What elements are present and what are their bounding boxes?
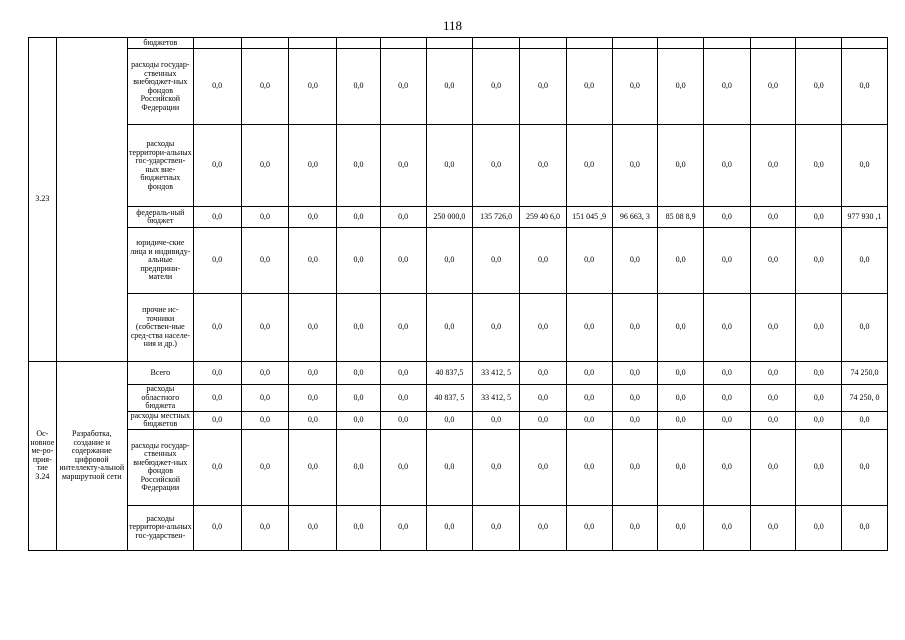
value-cell: 0,0 xyxy=(380,228,426,294)
value-cell: 0,0 xyxy=(703,385,750,412)
value-cell: 0,0 xyxy=(842,125,888,207)
value-cell: 0,0 xyxy=(380,429,426,505)
value-cell: 33 412, 5 xyxy=(473,385,520,412)
value-cell: 0,0 xyxy=(193,411,241,429)
value-cell: 0,0 xyxy=(241,294,289,362)
value-cell: 0,0 xyxy=(566,385,612,412)
value-cell: 0,0 xyxy=(796,125,842,207)
value-cell: 0,0 xyxy=(289,49,337,125)
value-cell: 0,0 xyxy=(520,385,567,412)
value-cell: 0,0 xyxy=(289,411,337,429)
value-cell: 0,0 xyxy=(380,385,426,412)
value-cell: 0,0 xyxy=(703,207,750,228)
value-cell: 0,0 xyxy=(612,125,658,207)
value-cell: 135 726,0 xyxy=(473,207,520,228)
value-cell: 0,0 xyxy=(612,385,658,412)
table-row xyxy=(29,429,888,505)
value-cell: 0,0 xyxy=(842,228,888,294)
value-cell: 0,0 xyxy=(473,228,520,294)
value-cell: 0,0 xyxy=(426,429,473,505)
value-cell: 0,0 xyxy=(520,125,567,207)
value-cell: 0,0 xyxy=(566,505,612,550)
value-cell xyxy=(612,38,658,49)
value-cell: 0,0 xyxy=(703,429,750,505)
table-row xyxy=(29,385,888,412)
value-cell: 0,0 xyxy=(380,49,426,125)
value-cell: 40 837,5 xyxy=(426,362,473,385)
value-cell: 0,0 xyxy=(520,49,567,125)
value-cell xyxy=(380,38,426,49)
value-cell: 0,0 xyxy=(566,294,612,362)
value-cell: 0,0 xyxy=(520,411,567,429)
value-cell: 0,0 xyxy=(566,49,612,125)
value-cell: 0,0 xyxy=(337,207,381,228)
value-cell: 0,0 xyxy=(703,411,750,429)
value-cell: 0,0 xyxy=(796,411,842,429)
table-row xyxy=(29,207,888,228)
value-cell: 0,0 xyxy=(612,362,658,385)
value-cell: 0,0 xyxy=(193,49,241,125)
value-cell: 0,0 xyxy=(193,505,241,550)
value-cell: 0,0 xyxy=(612,505,658,550)
value-cell: 0,0 xyxy=(842,505,888,550)
table-row xyxy=(29,362,888,385)
value-cell: 0,0 xyxy=(566,362,612,385)
value-cell: 0,0 xyxy=(337,429,381,505)
value-cell: 0,0 xyxy=(289,294,337,362)
value-cell: 0,0 xyxy=(289,429,337,505)
value-cell xyxy=(337,38,381,49)
value-cell: 0,0 xyxy=(842,49,888,125)
value-cell: 0,0 xyxy=(241,411,289,429)
value-cell: 0,0 xyxy=(658,505,704,550)
value-cell: 151 045 ,9 xyxy=(566,207,612,228)
value-cell: 96 663, 3 xyxy=(612,207,658,228)
value-cell: 0,0 xyxy=(520,228,567,294)
value-cell: 0,0 xyxy=(658,385,704,412)
value-cell: 0,0 xyxy=(520,294,567,362)
value-cell: 0,0 xyxy=(658,411,704,429)
value-cell xyxy=(473,38,520,49)
value-cell: 0,0 xyxy=(750,385,796,412)
funding-source: расходы территори-альных гос-ударствен- xyxy=(127,505,193,550)
value-cell: 0,0 xyxy=(289,125,337,207)
table-row xyxy=(29,294,888,362)
value-cell: 0,0 xyxy=(658,49,704,125)
value-cell: 0,0 xyxy=(658,362,704,385)
value-cell: 0,0 xyxy=(337,294,381,362)
funding-source: расходы местных бюджетов xyxy=(127,411,193,429)
value-cell: 0,0 xyxy=(241,49,289,125)
value-cell: 0,0 xyxy=(703,228,750,294)
value-cell: 0,0 xyxy=(193,294,241,362)
funding-source: Всего xyxy=(127,362,193,385)
value-cell: 0,0 xyxy=(426,228,473,294)
table-row xyxy=(29,38,888,49)
value-cell: 33 412, 5 xyxy=(473,362,520,385)
value-cell: 0,0 xyxy=(426,505,473,550)
value-cell: 0,0 xyxy=(241,505,289,550)
value-cell: 0,0 xyxy=(380,505,426,550)
value-cell xyxy=(193,38,241,49)
value-cell: 0,0 xyxy=(241,125,289,207)
value-cell xyxy=(241,38,289,49)
value-cell: 0,0 xyxy=(473,125,520,207)
value-cell: 0,0 xyxy=(703,49,750,125)
value-cell: 0,0 xyxy=(796,228,842,294)
value-cell: 0,0 xyxy=(750,429,796,505)
value-cell: 0,0 xyxy=(566,411,612,429)
value-cell: 0,0 xyxy=(193,429,241,505)
budget-table xyxy=(28,37,888,551)
value-cell: 250 000,0 xyxy=(426,207,473,228)
value-cell: 0,0 xyxy=(703,505,750,550)
value-cell: 0,0 xyxy=(289,385,337,412)
value-cell: 0,0 xyxy=(612,294,658,362)
funding-source: расходы территори-альных гос-ударствен-ных вне-бюджетных фондов xyxy=(127,125,193,207)
value-cell: 0,0 xyxy=(380,362,426,385)
measure-name xyxy=(56,38,127,362)
value-cell xyxy=(658,38,704,49)
value-cell: 0,0 xyxy=(337,385,381,412)
table-row xyxy=(29,228,888,294)
value-cell: 0,0 xyxy=(337,362,381,385)
value-cell: 0,0 xyxy=(473,429,520,505)
measure-number: Ос-новное ме-ро-прия-тие 3.24 xyxy=(29,362,57,551)
value-cell: 0,0 xyxy=(520,429,567,505)
value-cell: 0,0 xyxy=(337,49,381,125)
value-cell: 0,0 xyxy=(241,362,289,385)
value-cell xyxy=(842,38,888,49)
value-cell: 259 40 6,0 xyxy=(520,207,567,228)
value-cell xyxy=(426,38,473,49)
table-row xyxy=(29,125,888,207)
value-cell: 0,0 xyxy=(473,505,520,550)
value-cell: 0,0 xyxy=(380,294,426,362)
value-cell: 0,0 xyxy=(473,411,520,429)
value-cell: 0,0 xyxy=(750,207,796,228)
value-cell: 0,0 xyxy=(658,228,704,294)
value-cell: 0,0 xyxy=(750,505,796,550)
value-cell: 0,0 xyxy=(337,228,381,294)
value-cell: 0,0 xyxy=(520,362,567,385)
value-cell: 0,0 xyxy=(658,125,704,207)
value-cell: 0,0 xyxy=(193,207,241,228)
value-cell xyxy=(289,38,337,49)
value-cell: 0,0 xyxy=(658,429,704,505)
value-cell: 0,0 xyxy=(796,294,842,362)
value-cell: 74 250,0 xyxy=(842,362,888,385)
value-cell: 0,0 xyxy=(566,125,612,207)
value-cell: 0,0 xyxy=(241,207,289,228)
table-row xyxy=(29,505,888,550)
value-cell: 0,0 xyxy=(241,385,289,412)
value-cell: 0,0 xyxy=(380,207,426,228)
value-cell: 0,0 xyxy=(796,505,842,550)
value-cell: 0,0 xyxy=(842,294,888,362)
funding-source: бюджетов xyxy=(127,38,193,49)
value-cell: 0,0 xyxy=(380,411,426,429)
value-cell: 0,0 xyxy=(337,125,381,207)
value-cell xyxy=(520,38,567,49)
value-cell: 0,0 xyxy=(426,49,473,125)
value-cell: 0,0 xyxy=(612,429,658,505)
value-cell: 0,0 xyxy=(703,362,750,385)
value-cell: 0,0 xyxy=(796,362,842,385)
page-number: 118 xyxy=(442,18,463,33)
value-cell: 977 930 ,1 xyxy=(842,207,888,228)
value-cell: 0,0 xyxy=(796,385,842,412)
value-cell xyxy=(750,38,796,49)
measure-name: Разработка, создание и содержание цифровой интеллекту-альной маршрутной сети xyxy=(56,362,127,551)
value-cell: 0,0 xyxy=(796,207,842,228)
value-cell: 0,0 xyxy=(612,49,658,125)
funding-source: федераль-ный бюджет xyxy=(127,207,193,228)
value-cell: 0,0 xyxy=(193,362,241,385)
value-cell: 0,0 xyxy=(426,411,473,429)
value-cell: 85 08 8,9 xyxy=(658,207,704,228)
value-cell: 0,0 xyxy=(426,294,473,362)
value-cell: 0,0 xyxy=(193,228,241,294)
value-cell: 0,0 xyxy=(842,411,888,429)
value-cell: 0,0 xyxy=(703,125,750,207)
value-cell: 0,0 xyxy=(750,294,796,362)
measure-number: 3.23 xyxy=(29,38,57,362)
funding-source: прочие ис-точники (собствен-ные сред-ства населе-ния и др.) xyxy=(127,294,193,362)
value-cell: 0,0 xyxy=(289,228,337,294)
value-cell: 0,0 xyxy=(289,362,337,385)
value-cell: 0,0 xyxy=(289,207,337,228)
value-cell: 0,0 xyxy=(193,125,241,207)
value-cell xyxy=(703,38,750,49)
value-cell: 0,0 xyxy=(337,505,381,550)
value-cell: 0,0 xyxy=(566,228,612,294)
value-cell: 0,0 xyxy=(750,411,796,429)
value-cell: 0,0 xyxy=(842,429,888,505)
value-cell: 40 837, 5 xyxy=(426,385,473,412)
value-cell: 0,0 xyxy=(473,294,520,362)
value-cell: 0,0 xyxy=(796,429,842,505)
funding-source: расходы государ-ственных внебюджет-ных фондов Российской Федерации xyxy=(127,429,193,505)
value-cell: 0,0 xyxy=(566,429,612,505)
funding-source: юридиче-ские лица и индивиду-альные предприни-матели xyxy=(127,228,193,294)
value-cell: 0,0 xyxy=(241,228,289,294)
funding-source: расходы областного бюджета xyxy=(127,385,193,412)
value-cell: 0,0 xyxy=(612,411,658,429)
value-cell: 0,0 xyxy=(750,49,796,125)
value-cell: 0,0 xyxy=(703,294,750,362)
value-cell: 0,0 xyxy=(380,125,426,207)
table-row xyxy=(29,411,888,429)
value-cell: 0,0 xyxy=(193,385,241,412)
value-cell: 0,0 xyxy=(520,505,567,550)
value-cell: 0,0 xyxy=(750,125,796,207)
value-cell: 0,0 xyxy=(796,49,842,125)
value-cell xyxy=(566,38,612,49)
value-cell: 0,0 xyxy=(750,362,796,385)
value-cell: 0,0 xyxy=(426,125,473,207)
value-cell: 0,0 xyxy=(241,429,289,505)
value-cell: 74 250, 0 xyxy=(842,385,888,412)
funding-source: расходы государ-ственных внебюджет-ных фондов Российской Федерации xyxy=(127,49,193,125)
value-cell: 0,0 xyxy=(658,294,704,362)
value-cell: 0,0 xyxy=(289,505,337,550)
value-cell xyxy=(796,38,842,49)
value-cell: 0,0 xyxy=(337,411,381,429)
table-row xyxy=(29,49,888,125)
value-cell: 0,0 xyxy=(750,228,796,294)
value-cell: 0,0 xyxy=(612,228,658,294)
value-cell: 0,0 xyxy=(473,49,520,125)
